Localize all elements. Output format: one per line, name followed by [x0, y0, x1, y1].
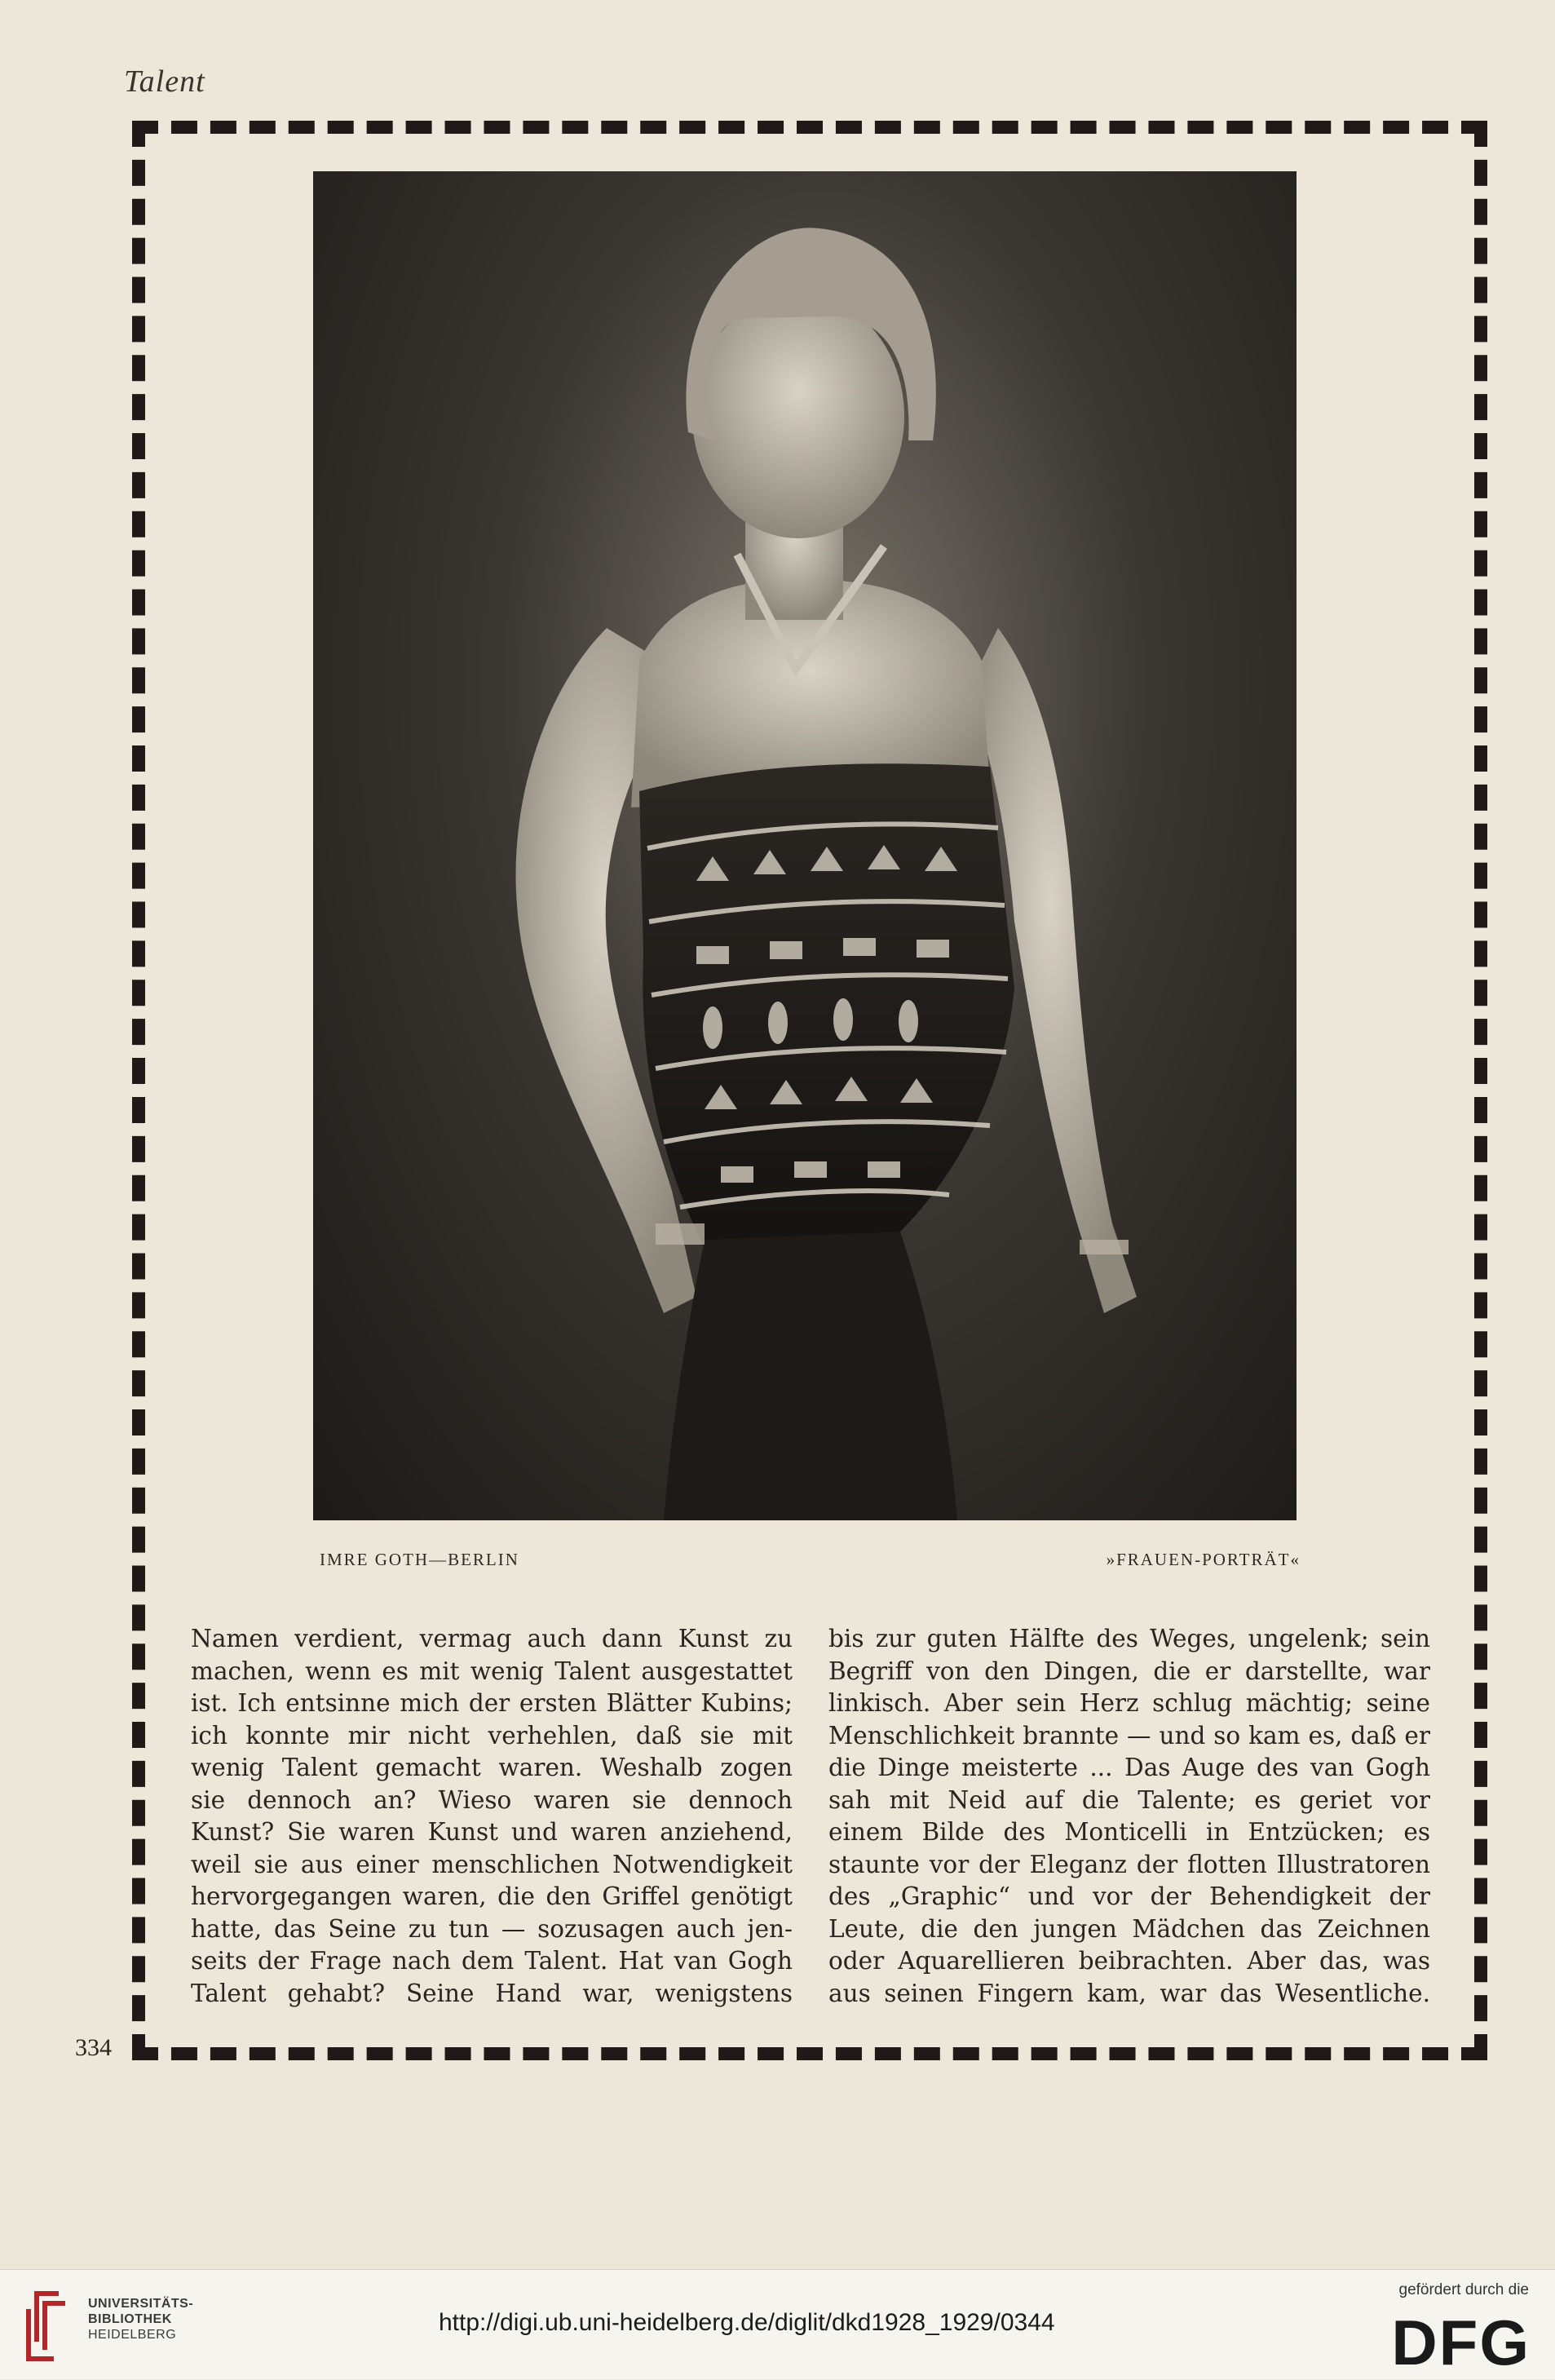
- text-line: ist. Ich entsinne mich der ersten Blätter Kubins;: [191, 1689, 793, 1717]
- text-line: hervorgegangen waren, die den Griffel genötigt: [191, 1882, 793, 1910]
- text-line: des „Graphic“ und vor der Behendigkeit der: [828, 1882, 1430, 1910]
- viewer-footer: [0, 2269, 1555, 2379]
- text-line: linkisch. Aber sein Herz schlug mächtig; seine: [828, 1689, 1430, 1717]
- library-name[interactable]: [88, 2296, 193, 2342]
- running-head: Talent: [124, 64, 205, 99]
- text-line: aus seinen Fingern kam, war das Wesentliche.: [828, 1979, 1430, 2007]
- text-line: sie dennoch an? Wieso waren sie dennoch: [191, 1785, 793, 1814]
- page-number: 334: [75, 2034, 112, 2061]
- funded-by-label: gefördert durch die: [1398, 2281, 1529, 2298]
- text-line: ich konnte mir nicht verhehlen, daß sie mit: [191, 1721, 793, 1750]
- text-line: Kunst? Sie waren Kunst und waren anziehend,: [191, 1818, 793, 1846]
- library-name-line: UNIVERSITÄTS-: [88, 2297, 194, 2311]
- text-line: einem Bilde des Monticelli in Entzücken; es: [828, 1818, 1430, 1846]
- library-name-line: BIBLIOTHEK: [88, 2312, 172, 2326]
- library-name-line: HEIDELBERG: [88, 2328, 177, 2342]
- text-line: seits der Frage nach dem Talent. Hat van Gogh: [191, 1947, 793, 1975]
- portrait-illustration: [313, 171, 1297, 1520]
- text-line: hatte, das Seine zu tun — sozusagen auch jen-: [191, 1914, 793, 1943]
- text-line: Leute, die den jungen Mädchen das Zeichnen: [828, 1914, 1430, 1943]
- text-column-right: [828, 1623, 1430, 2010]
- text-line: die Dinge meisterte ... Das Auge des van Gogh: [828, 1754, 1430, 1781]
- text-line: bis zur guten Hälfte des Weges, ungelenk; sein: [828, 1625, 1430, 1652]
- text-line: wenig Talent gemacht waren. Weshalb zogen: [191, 1754, 793, 1781]
- dfg-logo[interactable]: DFG: [1391, 2307, 1531, 2378]
- text-column-left: [191, 1623, 793, 2010]
- figure-caption-artist: IMRE GOTH—BERLIN: [320, 1550, 519, 1569]
- text-line: oder Aquarellieren beibrachten. Aber das, was: [828, 1947, 1430, 1975]
- text-line: weil sie aus einer menschlichen Notwendigkeit: [191, 1850, 793, 1878]
- text-line: Menschlichkeit brannte — und so kam es, daß er: [828, 1721, 1430, 1750]
- figure-caption-title: »FRAUEN-PORTRÄT«: [1106, 1550, 1301, 1569]
- permalink-url[interactable]: http://digi.ub.uni-heidelberg.de/diglit/dkd1928_1929/0344: [439, 2309, 1055, 2336]
- text-line: Namen verdient, vermag auch dann Kunst zu: [191, 1625, 793, 1652]
- text-line: staunte vor der Eleganz der flotten Illustratoren: [828, 1850, 1430, 1878]
- text-line: Begriff von den Dingen, die er darstellte, war: [828, 1657, 1430, 1685]
- text-line: machen, wenn es mit wenig Talent ausgestattet: [191, 1657, 793, 1685]
- library-logo-icon: [18, 2285, 75, 2363]
- text-line: sah mit Neid auf die Talente; es geriet vor: [828, 1785, 1430, 1814]
- text-line: Talent gehabt? Seine Hand war, wenigstens: [191, 1979, 793, 2007]
